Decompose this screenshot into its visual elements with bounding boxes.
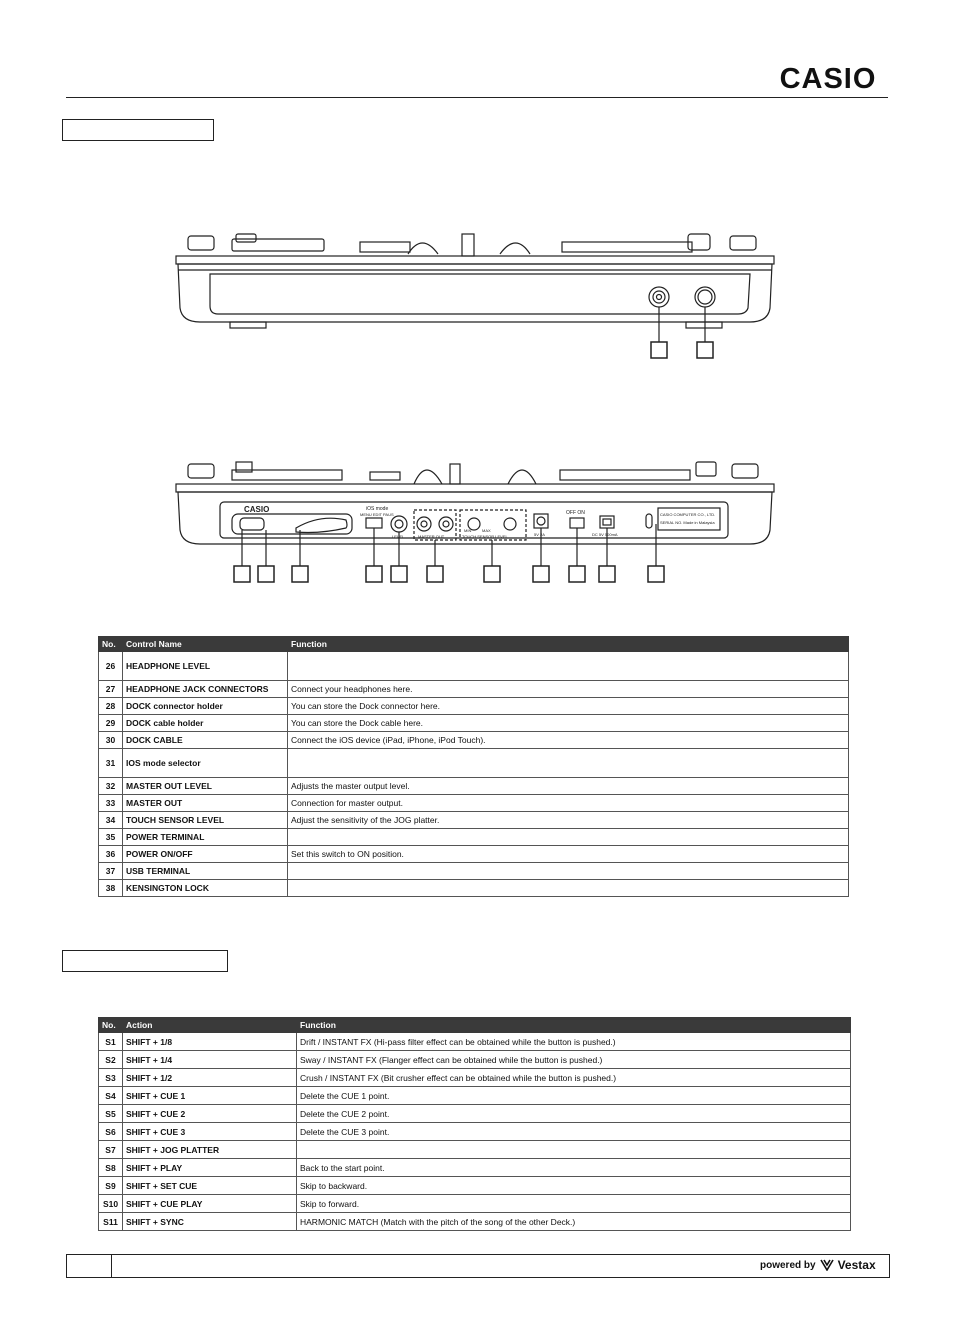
row-number: 35 [99, 829, 123, 846]
row-function: Delete the CUE 3 point. [297, 1123, 851, 1141]
rear-min-label: MIN [464, 528, 472, 533]
control-table-header [99, 637, 849, 652]
rear-view-illustration [170, 454, 780, 584]
header-function: Function [297, 1018, 851, 1033]
shift-table-row [99, 1051, 851, 1069]
powered-by [760, 1258, 876, 1272]
control-table-row [99, 829, 849, 846]
shift-table-header [99, 1018, 851, 1033]
row-name: SHIFT + CUE 1 [123, 1087, 297, 1105]
shift-table-row [99, 1159, 851, 1177]
row-function: Adjust the sensitivity of the JOG platter. [288, 812, 849, 829]
shift-table-row [99, 1141, 851, 1159]
powered-by-label: powered by [760, 1259, 816, 1271]
vestax-icon [820, 1259, 834, 1271]
row-function [288, 749, 849, 778]
casio-logo [766, 64, 890, 92]
row-function: Connection for master output. [288, 795, 849, 812]
row-name: DOCK connector holder [123, 698, 288, 715]
header-rule [66, 97, 888, 98]
row-name: SHIFT + PLAY [123, 1159, 297, 1177]
row-function: Connect your headphones here. [288, 681, 849, 698]
row-number: 31 [99, 749, 123, 778]
rear-level-label: LEVEL [392, 534, 405, 539]
rear-touch-label: TOUCH SENSOR LEVEL [462, 534, 508, 539]
control-table-row [99, 778, 849, 795]
row-number: S1 [99, 1033, 123, 1051]
control-table-row [99, 795, 849, 812]
row-number: S6 [99, 1123, 123, 1141]
row-name: MASTER OUT LEVEL [123, 778, 288, 795]
shift-table-row [99, 1213, 851, 1231]
row-number: 29 [99, 715, 123, 732]
control-table-row [99, 732, 849, 749]
shift-table-row [99, 1195, 851, 1213]
row-name: SHIFT + 1/4 [123, 1051, 297, 1069]
rear-plate-line2: SERIAL NO. Made in Malaysia [660, 520, 715, 525]
row-function: Delete the CUE 2 point. [297, 1105, 851, 1123]
rear-ios-mode-label: iOS mode [366, 506, 389, 512]
control-table-row [99, 812, 849, 829]
row-function [288, 863, 849, 880]
rear-switch-label: MENU EDIT PAUS [360, 512, 394, 517]
control-table-row [99, 880, 849, 897]
row-number: S5 [99, 1105, 123, 1123]
row-function: Delete the CUE 1 point. [297, 1087, 851, 1105]
control-table-row [99, 846, 849, 863]
control-table-row [99, 698, 849, 715]
row-number: 27 [99, 681, 123, 698]
row-name: SHIFT + CUE 3 [123, 1123, 297, 1141]
shift-table-row [99, 1069, 851, 1087]
row-name: SHIFT + CUE PLAY [123, 1195, 297, 1213]
control-table-row [99, 715, 849, 732]
page-number-box [67, 1255, 112, 1277]
section-title-box-1 [62, 119, 214, 141]
row-name: SHIFT + SYNC [123, 1213, 297, 1231]
vestax-brand: Vestax [837, 1258, 876, 1272]
shift-table-row [99, 1177, 851, 1195]
rear-usb-label: DC 5V 500mA [592, 532, 618, 537]
row-function: Connect the iOS device (iPad, iPhone, iPod Touch). [288, 732, 849, 749]
row-function: Adjusts the master output level. [288, 778, 849, 795]
row-function: Sway / INSTANT FX (Flanger effect can be obtained while the button is pushed.) [297, 1051, 851, 1069]
row-name: DOCK cable holder [123, 715, 288, 732]
row-function: Crush / INSTANT FX (Bit crusher effect can be obtained while the button is pushed.) [297, 1069, 851, 1087]
row-name: SHIFT + 1/2 [123, 1069, 297, 1087]
row-number: S3 [99, 1069, 123, 1087]
row-number: 34 [99, 812, 123, 829]
control-table-row [99, 863, 849, 880]
row-number: 37 [99, 863, 123, 880]
row-number: S8 [99, 1159, 123, 1177]
row-number: 38 [99, 880, 123, 897]
rear-master-out-label: MASTER OUT [418, 534, 445, 539]
control-table-row [99, 749, 849, 778]
row-number: 33 [99, 795, 123, 812]
rear-max-label: MAX [482, 528, 491, 533]
row-function [288, 880, 849, 897]
row-number: S4 [99, 1087, 123, 1105]
row-function [288, 829, 849, 846]
shift-table-row [99, 1123, 851, 1141]
row-name: KENSINGTON LOCK [123, 880, 288, 897]
row-name: SHIFT + 1/8 [123, 1033, 297, 1051]
header-function: Function [288, 637, 849, 652]
row-function: Back to the start point. [297, 1159, 851, 1177]
row-name: POWER TERMINAL [123, 829, 288, 846]
row-function: You can store the Dock connector here. [288, 698, 849, 715]
rear-plate-line1: CASIO COMPUTER CO., LTD. [660, 512, 716, 517]
row-number: 32 [99, 778, 123, 795]
row-number: S11 [99, 1213, 123, 1231]
rear-logo: CASIO [244, 505, 270, 514]
row-number: S7 [99, 1141, 123, 1159]
row-name: POWER ON/OFF [123, 846, 288, 863]
row-function: HARMONIC MATCH (Match with the pitch of the song of the other Deck.) [297, 1213, 851, 1231]
row-number: 36 [99, 846, 123, 863]
row-name: TOUCH SENSOR LEVEL [123, 812, 288, 829]
row-function [288, 652, 849, 681]
row-number: S10 [99, 1195, 123, 1213]
shift-action-table [98, 1017, 851, 1231]
header-action: Action [123, 1018, 297, 1033]
row-name: SHIFT + JOG PLATTER [123, 1141, 297, 1159]
control-table-row [99, 652, 849, 681]
row-name: IOS mode selector [123, 749, 288, 778]
shift-table-row [99, 1033, 851, 1051]
control-table-row [99, 681, 849, 698]
front-view-illustration [170, 226, 780, 366]
row-number: S2 [99, 1051, 123, 1069]
control-table [98, 636, 849, 897]
header-no: No. [99, 1018, 123, 1033]
shift-table-row [99, 1087, 851, 1105]
rear-power-switch-label: OFF ON [566, 510, 585, 516]
row-number: 28 [99, 698, 123, 715]
row-name: HEADPHONE JACK CONNECTORS [123, 681, 288, 698]
row-function: Skip to backward. [297, 1177, 851, 1195]
row-function: You can store the Dock cable here. [288, 715, 849, 732]
row-name: USB TERMINAL [123, 863, 288, 880]
row-function: Skip to forward. [297, 1195, 851, 1213]
row-name: SHIFT + SET CUE [123, 1177, 297, 1195]
section-title-box-2 [62, 950, 228, 972]
row-number: S9 [99, 1177, 123, 1195]
rear-dc-label: 5V 2A [534, 532, 545, 537]
row-function: Set this switch to ON position. [288, 846, 849, 863]
row-name: DOCK CABLE [123, 732, 288, 749]
row-function [297, 1141, 851, 1159]
row-function: Drift / INSTANT FX (Hi-pass filter effect can be obtained while the button is pushed.) [297, 1033, 851, 1051]
header-no: No. [99, 637, 123, 652]
row-number: 30 [99, 732, 123, 749]
row-name: HEADPHONE LEVEL [123, 652, 288, 681]
shift-table-row [99, 1105, 851, 1123]
row-name: MASTER OUT [123, 795, 288, 812]
row-name: SHIFT + CUE 2 [123, 1105, 297, 1123]
header-control-name: Control Name [123, 637, 288, 652]
row-number: 26 [99, 652, 123, 681]
casio-logo-text: CASIO [779, 64, 877, 92]
